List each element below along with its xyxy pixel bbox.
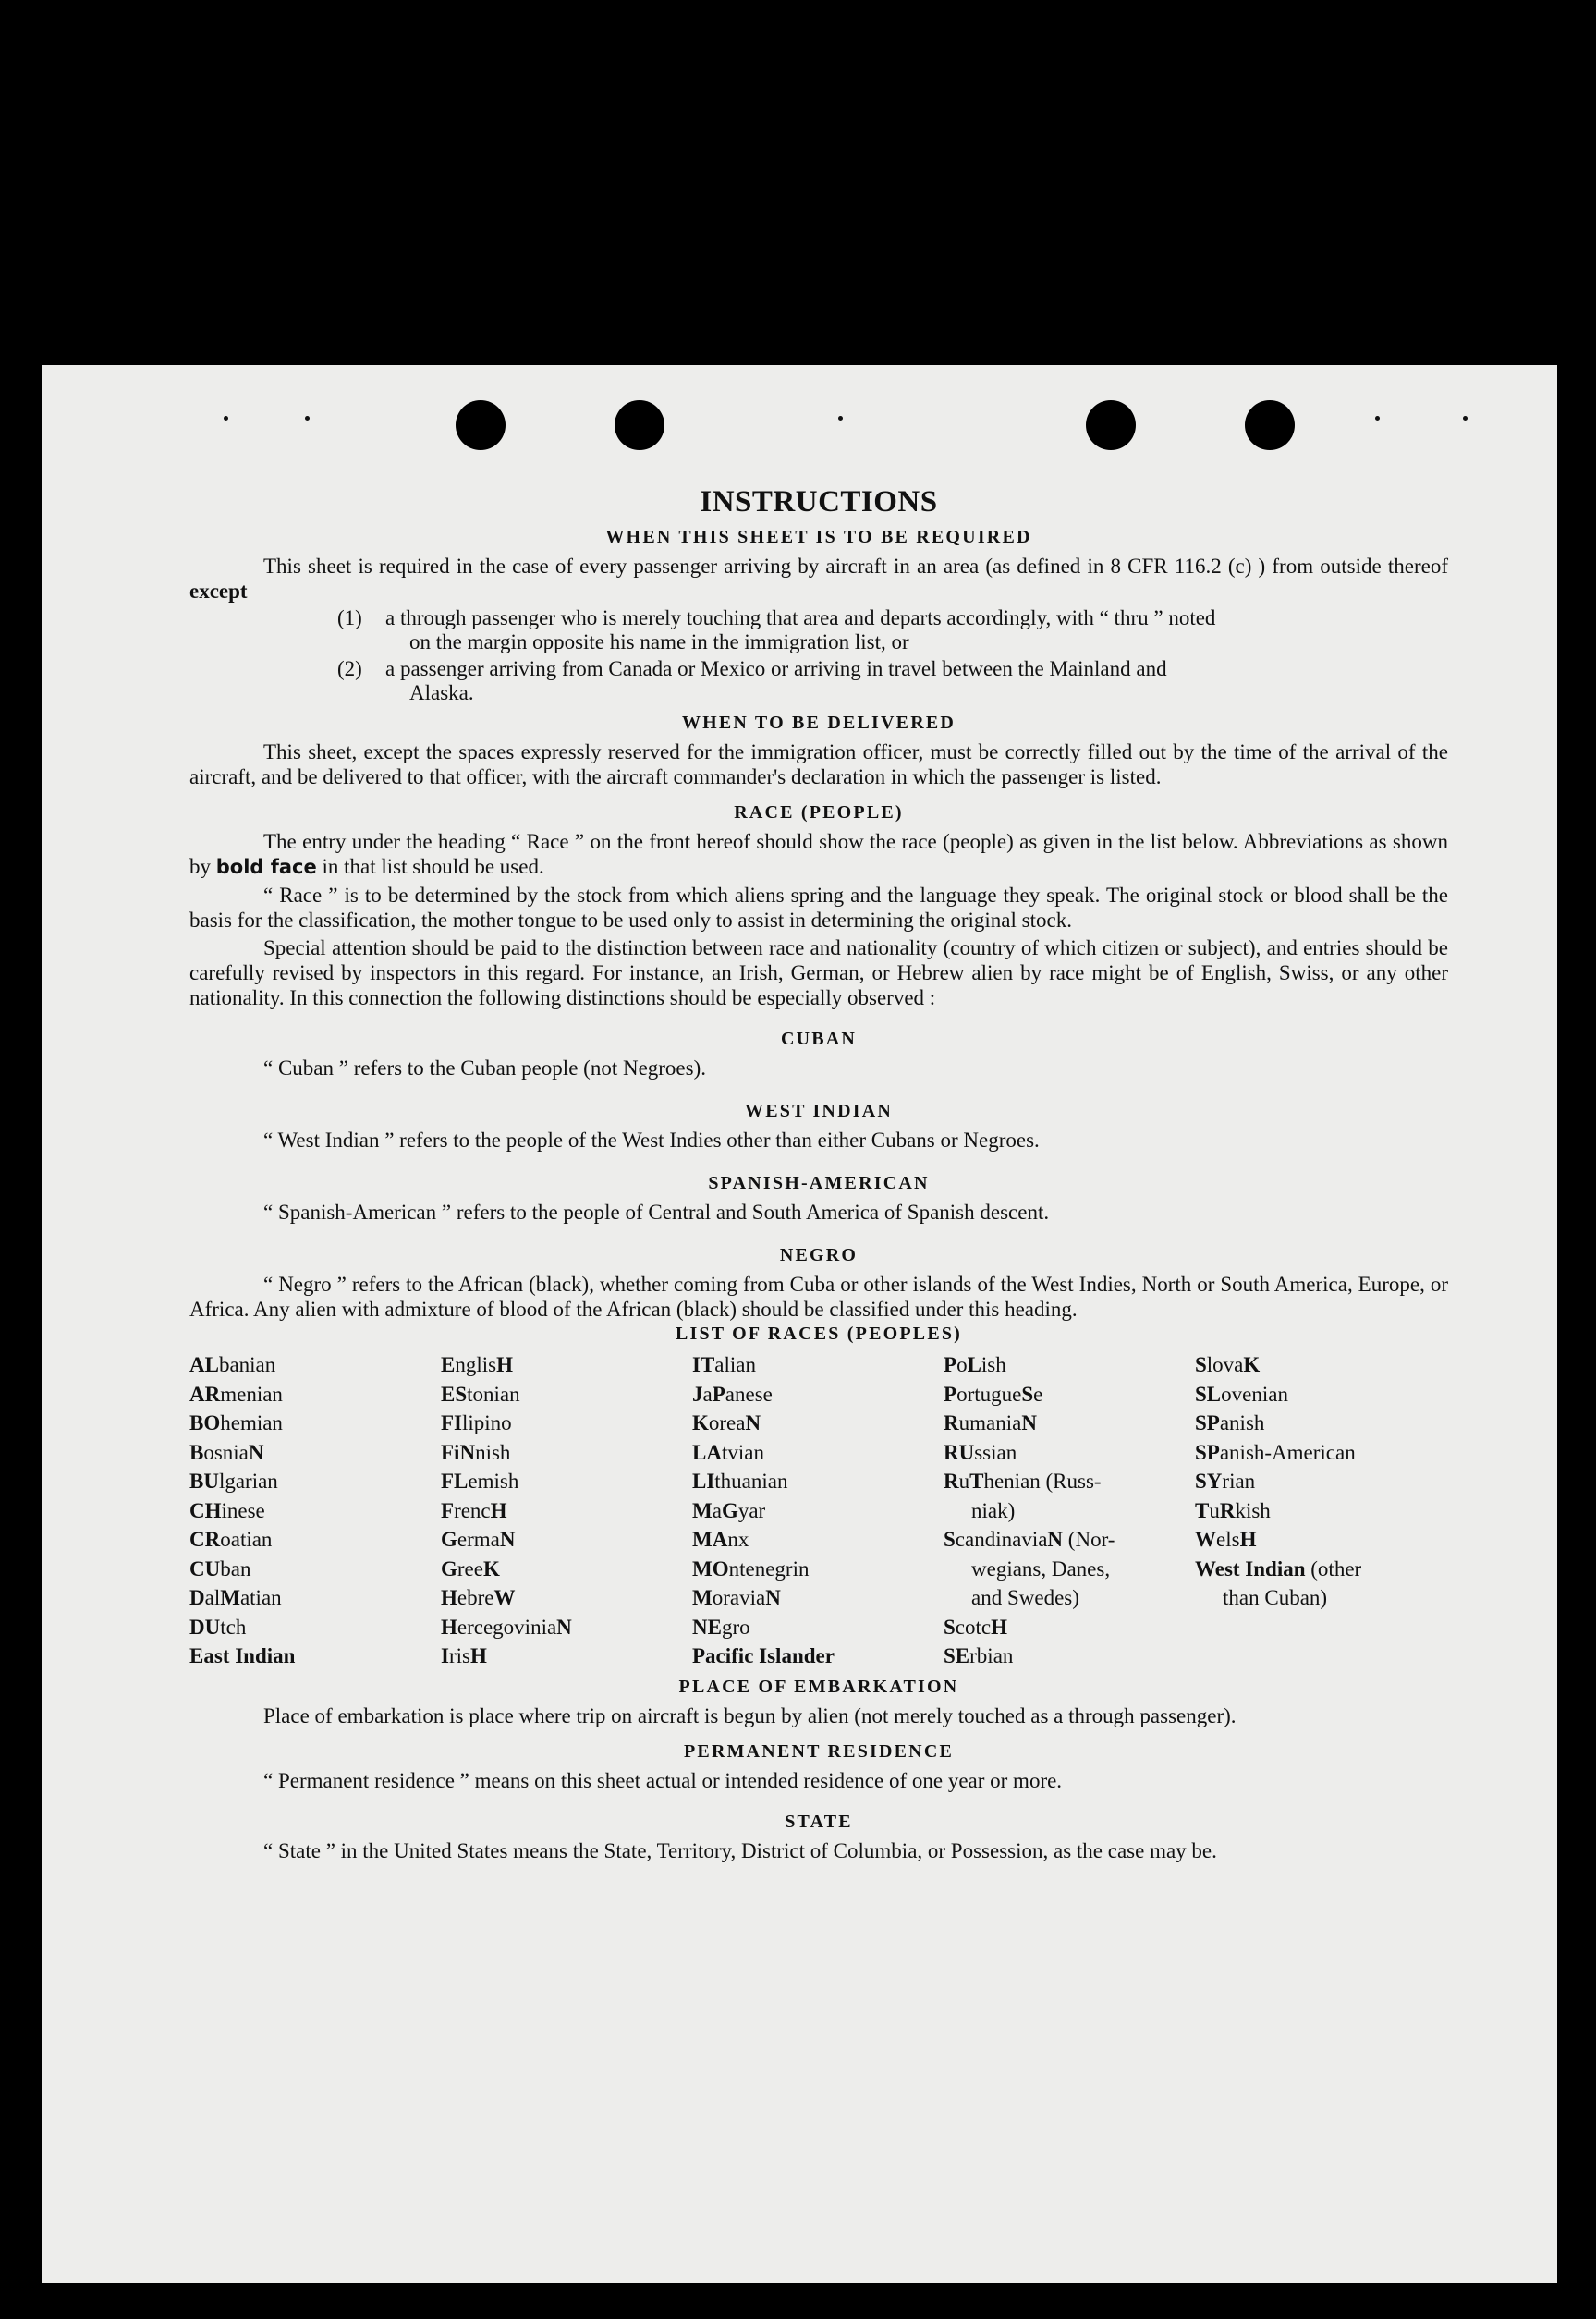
- race-entry: TuRkish: [1195, 1498, 1271, 1522]
- heading-cuban: CUBAN: [780, 1029, 858, 1049]
- exception-item: (2) a passenger arriving from Canada or Mexico or arriving in travel between the Mainland and Alaska.: [337, 657, 1167, 704]
- race-entry: LIthuanian: [692, 1470, 788, 1493]
- race-entry: East Indian: [189, 1644, 296, 1667]
- race-entry: BosniaN: [189, 1440, 264, 1464]
- race-entry: EnglisH: [441, 1353, 513, 1376]
- heading-when-delivered: WHEN TO BE DELIVERED: [681, 713, 956, 733]
- race-entry: JaPanese: [692, 1382, 773, 1406]
- speck: [1463, 416, 1468, 421]
- race-entry: GermaN: [441, 1528, 516, 1551]
- heading-permanent-residence: PERMANENT RESIDENCE: [683, 1740, 955, 1762]
- race-entry: CUban: [189, 1556, 251, 1581]
- instructions-body: [189, 485, 1448, 1863]
- race-entry: SYrian: [1195, 1470, 1256, 1493]
- heading-embarkation: PLACE OF EMBARKATION: [678, 1676, 959, 1697]
- race-entry: MoraviaN: [692, 1586, 781, 1609]
- race-entry: BOhemian: [189, 1411, 283, 1434]
- race-entry: DUtch: [189, 1615, 247, 1639]
- races-column: [441, 1350, 692, 1671]
- race-entry: MAnx: [692, 1528, 749, 1551]
- embarkation-paragraph: Place of embarkation is place where trip on aircraft is begun by alien (not merely touched as a through passenger).: [263, 1703, 1237, 1727]
- heading-negro: NEGRO: [779, 1245, 859, 1265]
- race-entry: SlovaK: [1195, 1353, 1261, 1376]
- race-entry: ITalian: [692, 1353, 756, 1376]
- race-entry: ALbanian: [189, 1353, 276, 1376]
- page-title: INSTRUCTIONS: [700, 485, 938, 519]
- race-entry: KoreaN: [692, 1411, 761, 1434]
- race-entry: CHinese: [189, 1498, 265, 1522]
- race-entry: RUssian: [944, 1440, 1017, 1464]
- race-entry: RuThenian (Russ- niak): [944, 1470, 1102, 1522]
- race-entry: CRoatian: [189, 1528, 273, 1551]
- speck: [1375, 416, 1380, 421]
- race-entry: FIlipino: [441, 1411, 512, 1434]
- race-entry: SLovenian: [1195, 1382, 1288, 1406]
- heading-list-of-races: LIST OF RACES (PEOPLES): [675, 1324, 963, 1344]
- punch-hole: [615, 400, 664, 450]
- race-paragraph: Special attention should be paid to the distinction between race and nationality (country of which citizen or subject), and entries should be carefully revised by inspectors in this regard. For instance, an Irish, German, or Hebrew alien by race might be of English, Swiss, or any other nationality. In this connection the following distinctions should be especially observed :: [189, 936, 1448, 1009]
- race-entry: SPanish-American: [1195, 1440, 1356, 1464]
- heading-state: STATE: [785, 1811, 853, 1832]
- state-paragraph: “ State ” in the United States means the State, Territory, District of Columbia, or Possession, as the case may be.: [263, 1838, 1217, 1862]
- heading-west-indian: WEST INDIAN: [745, 1101, 893, 1121]
- exception-item: (1) a through passenger who is merely touching that area and departs accordingly, with “ thru ” noted on the margin opposite his name in the immigration list, or: [337, 606, 1216, 653]
- heading-spanish-american: SPANISH-AMERICAN: [708, 1173, 930, 1193]
- heading-when-required: WHEN THIS SHEET IS TO BE REQUIRED: [605, 527, 1032, 547]
- race-entry: HercegoviniaN: [441, 1615, 572, 1639]
- spanish-american-text: “ Spanish-American ” refers to the people of Central and South America of Spanish descent.: [263, 1201, 1050, 1224]
- race-entry: Pacific Islander: [692, 1644, 835, 1667]
- race-entry: MaGyar: [692, 1498, 766, 1522]
- race-entry: ARmenian: [189, 1382, 283, 1406]
- residence-text: “ Permanent residence ” means on this sheet actual or intended residence of one year or more.: [263, 1768, 1063, 1792]
- speck: [224, 416, 228, 421]
- race-entry: RumaniaN: [944, 1411, 1037, 1434]
- races-list: [189, 1350, 1448, 1671]
- instruction-sheet: [42, 365, 1557, 2283]
- race-entry: SErbian: [944, 1644, 1014, 1667]
- race-entry: MOntenegrin: [692, 1556, 810, 1581]
- required-paragraph: This sheet is required in the case of every passenger arriving by aircraft in an area (as defined in 8 CFR 116.2 (c) ) from outside thereof except: [189, 555, 1448, 603]
- race-entry: GreeK: [441, 1556, 500, 1581]
- races-column: [944, 1350, 1195, 1671]
- race-entry: WelsH: [1195, 1528, 1257, 1551]
- race-entry: SPanish: [1195, 1411, 1265, 1434]
- race-entry: EStonian: [441, 1382, 520, 1406]
- race-entry: FiNnish: [441, 1440, 511, 1464]
- races-column: [692, 1350, 944, 1671]
- punch-hole: [1086, 400, 1136, 450]
- race-entry: PoLish: [944, 1353, 1006, 1376]
- races-column: [189, 1350, 441, 1671]
- race-entry: ScandinaviaN (Nor- wegians, Danes, and Swedes): [944, 1528, 1115, 1609]
- heading-race: RACE (PEOPLE): [734, 802, 904, 823]
- race-entry: IrisH: [441, 1644, 487, 1667]
- race-entry: LAtvian: [692, 1440, 764, 1464]
- race-entry: NEgro: [692, 1615, 750, 1639]
- speck: [305, 416, 310, 421]
- cuban-text: “ Cuban ” refers to the Cuban people (not Negroes).: [263, 1056, 707, 1080]
- punch-hole: [1245, 400, 1295, 450]
- speck: [838, 416, 843, 421]
- race-entry: HebreW: [441, 1586, 516, 1609]
- race-paragraph: The entry under the heading “ Race ” on the front hereof should show the race (people) as given in the list below. Abbreviations as shown by bold face in that list should be used.: [189, 830, 1448, 878]
- race-entry: FrencH: [441, 1498, 507, 1522]
- race-entry: West Indian (other than Cuban): [1195, 1556, 1362, 1609]
- negro-paragraph: “ Negro ” refers to the African (black), whether coming from Cuba or other islands of the West Indies, North or South America, Europe, or Africa. Any alien with admixture of blood of the African (black) should be classified under this heading.: [189, 1273, 1448, 1321]
- punch-hole: [456, 400, 506, 450]
- race-entry: PortugueSe: [944, 1382, 1043, 1406]
- races-column: [1195, 1350, 1446, 1671]
- delivered-paragraph: This sheet, except the spaces expressly reserved for the immigration officer, must be correctly filled out by the time of the arrival of the aircraft, and be delivered to that officer, with the aircraft commander's declaration in which the passenger is listed.: [189, 740, 1448, 788]
- race-paragraph: “ Race ” is to be determined by the stock from which aliens spring and the language they speak. The original stock or blood shall be the basis for the classification, the mother tongue to be used only to assist in determining the original stock.: [189, 884, 1448, 932]
- race-entry: ScotcH: [944, 1615, 1007, 1639]
- west-indian-text: “ West Indian ” refers to the people of the West Indies other than either Cubans or Negroes.: [263, 1129, 1040, 1152]
- race-entry: DalMatian: [189, 1586, 282, 1609]
- race-entry: FLemish: [441, 1470, 519, 1493]
- race-entry: BUlgarian: [189, 1470, 278, 1493]
